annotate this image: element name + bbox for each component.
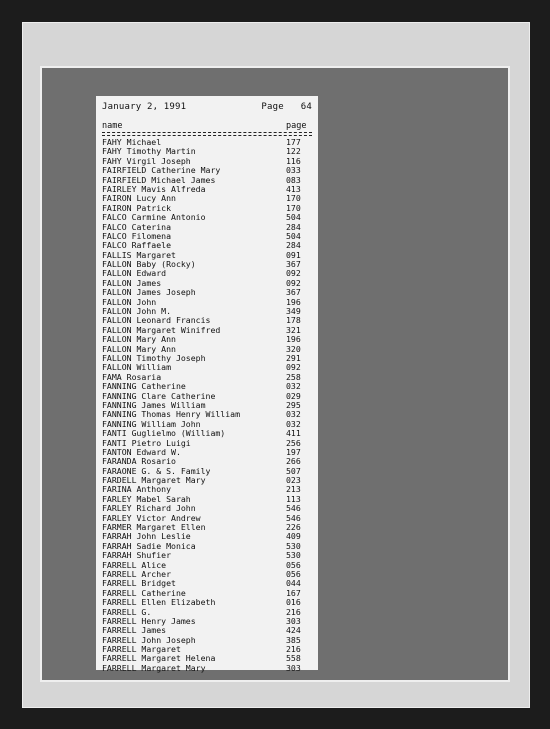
entry-page: 349 <box>286 306 301 317</box>
list-item <box>102 223 312 232</box>
entry-name: FAIRLEY Mavis Alfreda <box>102 184 206 194</box>
entry-name: FAIRON Patrick <box>102 203 172 213</box>
list-item <box>102 532 312 541</box>
entry-name: FAIRFIELD Michael James <box>102 175 216 185</box>
entry-name: FARRELL James <box>102 626 167 636</box>
list-item <box>102 645 312 654</box>
entry-page: 507 <box>286 465 301 476</box>
entry-name: FARLEY Victor Andrew <box>102 513 201 523</box>
list-item <box>102 608 312 617</box>
entry-page: 530 <box>286 540 301 551</box>
entry-name: FARRELL Margaret <box>102 645 181 655</box>
list-item <box>102 523 312 532</box>
entry-name: FARAONE G. & S. Family <box>102 466 211 476</box>
list-item <box>102 363 312 372</box>
entry-page: 016 <box>286 597 301 608</box>
entry-name: FARLEY Richard John <box>102 504 196 514</box>
list-item <box>102 514 312 523</box>
list-item <box>102 551 312 560</box>
entry-name: FARRAH Sadie Monica <box>102 541 196 551</box>
entry-name: FARRELL Henry James <box>102 616 196 626</box>
entry-name: FALLON James Joseph <box>102 288 196 298</box>
entry-page: 032 <box>286 381 301 392</box>
column-header-page: page <box>286 121 307 131</box>
entry-name: FANTON Edward W. <box>102 447 181 457</box>
entry-page: 116 <box>286 155 301 166</box>
list-item <box>102 429 312 438</box>
list-item <box>102 654 312 663</box>
entry-page: 196 <box>286 296 301 307</box>
entry-name: FALLON James <box>102 278 162 288</box>
entry-page: 122 <box>286 146 301 157</box>
list-item <box>102 664 312 673</box>
list-item <box>102 345 312 354</box>
entry-name: FAIRON Lucy Ann <box>102 194 176 204</box>
sheet-date: January 2, 1991 <box>102 102 187 112</box>
entry-page: 167 <box>286 587 301 598</box>
list-item <box>102 166 312 175</box>
entry-name: FAHY Michael <box>102 138 162 147</box>
entry-page: 029 <box>286 390 301 401</box>
entry-page: 178 <box>286 315 301 326</box>
list-item <box>102 269 312 278</box>
entry-page: 284 <box>286 240 301 251</box>
page-label: Page <box>261 102 284 112</box>
entry-page: 504 <box>286 230 301 241</box>
entry-page: 170 <box>286 193 301 204</box>
entry-page: 409 <box>286 531 301 542</box>
entry-page: 295 <box>286 399 301 410</box>
list-item <box>102 420 312 429</box>
list-item <box>102 589 312 598</box>
entry-page: 546 <box>286 503 301 514</box>
entry-page: 056 <box>286 559 301 570</box>
entry-name: FANNING Thomas Henry William <box>102 410 241 420</box>
index-list <box>102 138 312 673</box>
entry-name: FALLON Mary Ann <box>102 335 176 345</box>
entry-name: FANNING James William <box>102 400 206 410</box>
entry-page: 413 <box>286 183 301 194</box>
entry-name: FAHY Timothy Martin <box>102 147 196 157</box>
entry-page: 258 <box>286 371 301 382</box>
list-item <box>102 157 312 166</box>
list-item <box>102 194 312 203</box>
list-item <box>102 476 312 485</box>
entry-name: FAIRFIELD Catherine Mary <box>102 166 221 176</box>
entry-page: 411 <box>286 428 301 439</box>
column-headers <box>102 121 312 131</box>
list-item <box>102 382 312 391</box>
entry-page: 216 <box>286 606 301 617</box>
list-item <box>102 542 312 551</box>
entry-name: FALLON William <box>102 363 172 373</box>
entry-name: FARMER Margaret Ellen <box>102 523 206 533</box>
entry-page: 092 <box>286 277 301 288</box>
entry-name: FALLON Mary Ann <box>102 344 176 354</box>
entry-page: 023 <box>286 475 301 486</box>
entry-name: FALCO Caterina <box>102 222 172 232</box>
entry-name: FARANDA Rosario <box>102 457 176 467</box>
list-item <box>102 213 312 222</box>
list-item <box>102 204 312 213</box>
entry-page: 092 <box>286 268 301 279</box>
entry-name: FANNING Catherine <box>102 382 186 392</box>
list-item <box>102 439 312 448</box>
list-item <box>102 626 312 635</box>
list-item <box>102 570 312 579</box>
entry-name: FANTI Pietro Luigi <box>102 438 191 448</box>
entry-name: FANTI Guglielmo (William) <box>102 429 226 439</box>
entry-name: FAMA Rosaria <box>102 372 162 382</box>
entry-page: 213 <box>286 484 301 495</box>
entry-page: 266 <box>286 456 301 467</box>
entry-page: 226 <box>286 522 301 533</box>
entry-page: 303 <box>286 615 301 626</box>
entry-name: FALCO Carmine Antonio <box>102 213 206 223</box>
entry-name: FARRELL Bridget <box>102 579 176 589</box>
list-item <box>102 251 312 260</box>
header-divider <box>102 132 312 136</box>
list-item <box>102 279 312 288</box>
list-item <box>102 636 312 645</box>
entry-page: 083 <box>286 174 301 185</box>
list-item <box>102 617 312 626</box>
entry-name: FARLEY Mabel Sarah <box>102 494 191 504</box>
entry-name: FARRELL Margaret Helena <box>102 654 216 664</box>
list-item <box>102 457 312 466</box>
entry-name: FALLON John <box>102 297 157 307</box>
entry-name: FANNING Clare Catherine <box>102 391 216 401</box>
list-item <box>102 260 312 269</box>
list-item <box>102 147 312 156</box>
list-item <box>102 335 312 344</box>
entry-name: FALLIS Margaret <box>102 250 176 260</box>
list-item <box>102 579 312 588</box>
entry-page: 091 <box>286 249 301 260</box>
entry-page: 367 <box>286 259 301 270</box>
list-item <box>102 448 312 457</box>
list-item <box>102 138 312 147</box>
entry-page: 092 <box>286 362 301 373</box>
entry-page: 291 <box>286 352 301 363</box>
entry-page: 177 <box>286 137 301 147</box>
list-item <box>102 176 312 185</box>
list-item <box>102 467 312 476</box>
entry-page: 504 <box>286 212 301 223</box>
column-header-name: name <box>102 121 123 131</box>
entry-name: FAHY Virgil Joseph <box>102 156 191 166</box>
entry-name: FARRELL Ellen Elizabeth <box>102 598 216 608</box>
entry-page: 056 <box>286 568 301 579</box>
entry-name: FARRELL Alice <box>102 560 167 570</box>
entry-name: FARDELL Margaret Mary <box>102 476 206 486</box>
sheet-header <box>102 102 312 112</box>
entry-page: 197 <box>286 446 301 457</box>
entry-name: FARRELL G. <box>102 607 152 617</box>
entry-page: 284 <box>286 221 301 232</box>
entry-page: 044 <box>286 578 301 589</box>
list-item <box>102 241 312 250</box>
entry-name: FARRAH Shufier <box>102 551 172 561</box>
sheet-page <box>261 102 312 112</box>
list-item <box>102 373 312 382</box>
entry-name: FALCO Filomena <box>102 231 172 241</box>
list-item <box>102 288 312 297</box>
list-item <box>102 354 312 363</box>
list-item <box>102 598 312 607</box>
entry-page: 320 <box>286 343 301 354</box>
list-item <box>102 326 312 335</box>
entry-page: 424 <box>286 625 301 636</box>
entry-page: 216 <box>286 644 301 655</box>
entry-page: 367 <box>286 287 301 298</box>
list-item <box>102 392 312 401</box>
entry-name: FARRELL Catherine <box>102 588 186 598</box>
entry-page: 032 <box>286 409 301 420</box>
entry-page: 170 <box>286 202 301 213</box>
entry-page: 558 <box>286 653 301 664</box>
list-item <box>102 485 312 494</box>
list-item <box>102 307 312 316</box>
page-number: 64 <box>300 102 312 112</box>
entry-name: FARRAH John Leslie <box>102 532 191 542</box>
entry-name: FALLON Baby (Rocky) <box>102 260 196 270</box>
entry-name: FALLON Margaret Winifred <box>102 325 221 335</box>
entry-page: 321 <box>286 324 301 335</box>
list-item <box>102 401 312 410</box>
list-item <box>102 298 312 307</box>
entry-name: FARRELL Margaret Mary <box>102 663 206 673</box>
list-item <box>102 185 312 194</box>
list-item <box>102 232 312 241</box>
entry-page: 546 <box>286 512 301 523</box>
entry-name: FALLON John M. <box>102 307 172 317</box>
list-item <box>102 316 312 325</box>
entry-name: FALLON Timothy Joseph <box>102 353 206 363</box>
list-item <box>102 504 312 513</box>
list-item <box>102 561 312 570</box>
entry-page: 385 <box>286 634 301 645</box>
entry-name: FALLON Edward <box>102 269 167 279</box>
entry-page: 033 <box>286 165 301 176</box>
entry-name: FARRELL Archer <box>102 569 172 579</box>
entry-name: FARINA Anthony <box>102 485 172 495</box>
entry-page: 032 <box>286 418 301 429</box>
list-item <box>102 495 312 504</box>
entry-name: FARRELL John Joseph <box>102 635 196 645</box>
entry-name: FALLON Leonard Francis <box>102 316 211 326</box>
entry-name: FALCO Raffaele <box>102 241 172 251</box>
entry-name: FANNING William John <box>102 419 201 429</box>
entry-page: 303 <box>286 662 301 673</box>
entry-page: 256 <box>286 437 301 448</box>
entry-page: 196 <box>286 334 301 345</box>
list-item <box>102 410 312 419</box>
entry-page: 113 <box>286 493 301 504</box>
entry-page: 530 <box>286 550 301 561</box>
